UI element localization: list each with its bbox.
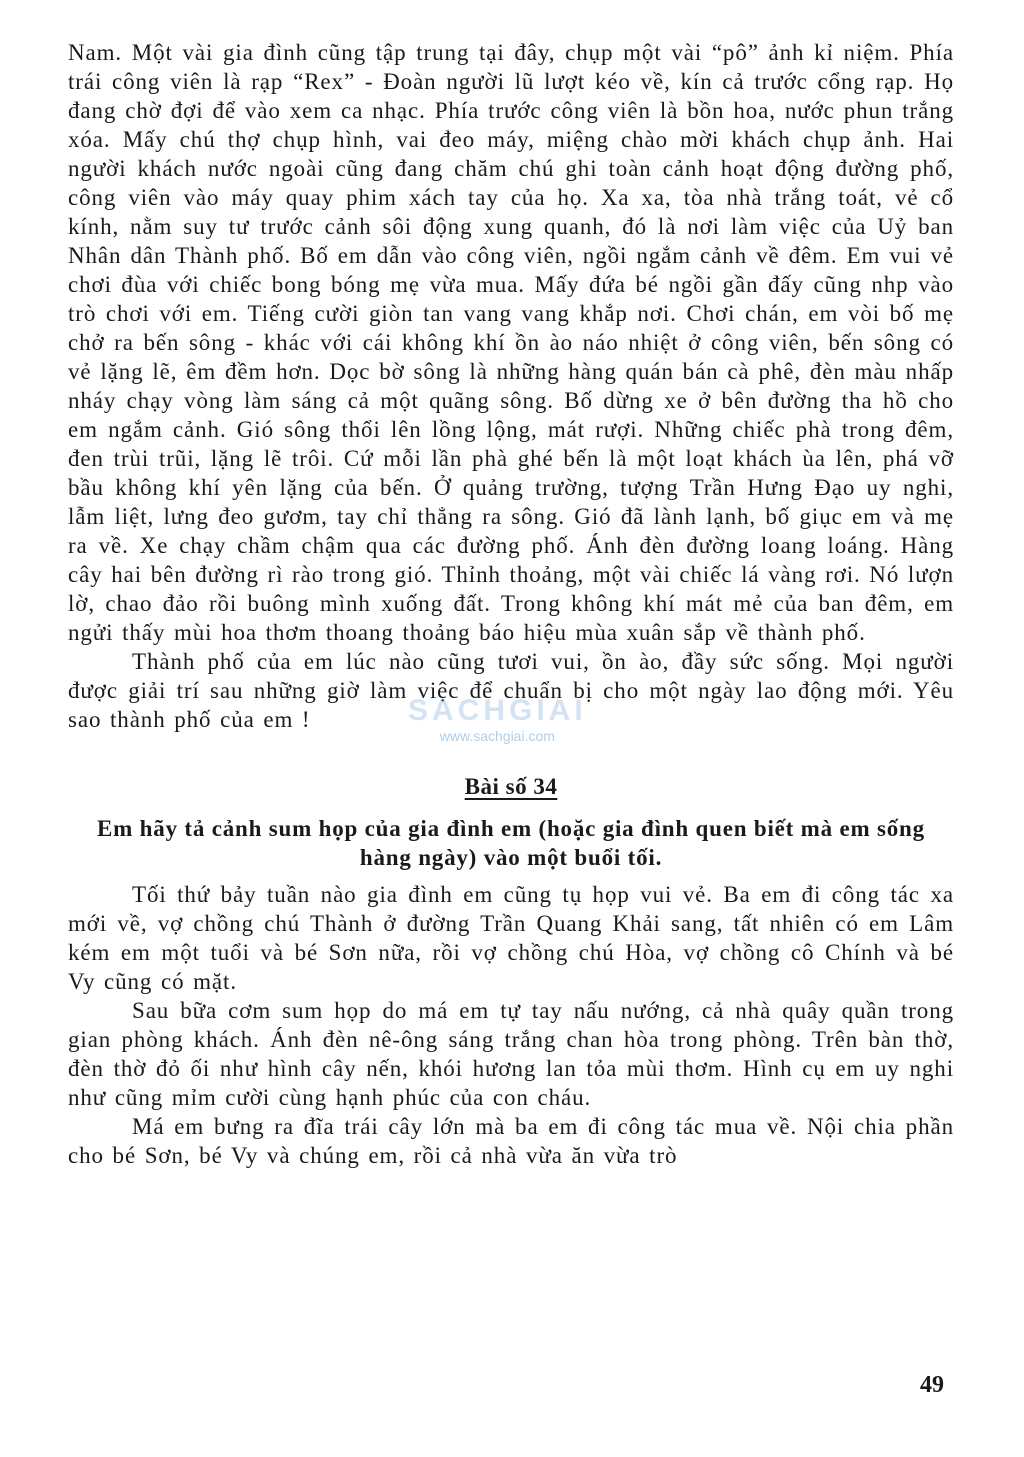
- body-paragraph: Sau bữa cơm sum họp do má em tự tay nấu nướng, cả nhà quây quần trong gian phòng khách. Ánh đèn nê-ông sáng trắng chan hòa trong phòng. Trên bàn thờ, đèn thờ đỏ ối như hình cây nến, khói hương lan tỏa mùi thơm. Hình cụ em uy nghi như cũng mỉm cười cùng hạnh phúc của con cháu.: [68, 998, 954, 1110]
- body-paragraph: Nam. Một vài gia đình cũng tập trung tại đây, chụp một vài “pô” ảnh kỉ niệm. Phía trái công viên là rạp “Rex” - Đoàn người lũ lượt kéo về, kín cả trước cổng rạp. Họ đang chờ đợi để vào xem ca nhạc. Phía trước công viên là bồn hoa, nước phun trắng xóa. Mấy chú thợ chụp hình, vai đeo máy, miệng chào mời khách chụp ảnh. Hai người khách nước ngoài cũng đang chăm chú ghi toàn cảnh hoạt động đường phố, công viên vào máy quay phim xách tay của họ. Xa xa, tòa nhà trắng toát, vẻ cổ kính, nằm suy tư trước cảnh sôi động xung quanh, đó là nơi làm việc của Uỷ ban Nhân dân Thành phố. Bố em dẫn vào công viên, ngồi ngắm cảnh về đêm. Em vui vẻ chơi đùa với chiếc bong bóng mẹ vừa mua. Mấy đứa bé ngồi gần đấy cũng nhp vào trò chơi với em. Tiếng cười giòn tan vang vang khắp nơi. Chơi chán, em vòi bố mẹ chở ra bến sông - khác với cái không khí ồn ào náo nhiệt ở công viên, bến sông có vẻ lặng lẽ, êm đềm hơn. Dọc bờ sông là những hàng quán bán cà phê, đèn màu nhấp nháy chạy vòng làm sáng cả một quãng sông. Bố dừng xe ở bên đường tha hồ cho em ngắm cảnh. Gió sông thổi lên lồng lộng, mát rượi. Những chiếc phà trong đêm, đen trùi trũi, lặng lẽ trôi. Cứ mỗi lần phà ghé bến là một loạt khách ùa lên, phá vỡ bầu không khí yên lặng của bến. Ở quảng trường, tượng Trần Hưng Đạo uy nghi, lẫm liệt, lưng đeo gươm, tay chỉ thẳng ra sông. Gió đã lành lạnh, bố giục em và mẹ ra về. Xe chạy chầm chậm qua các đường phố. Ánh đèn đường loang loáng. Hàng cây hai bên đường rì rào trong gió. Thỉnh thoảng, một vài chiếc lá vàng rơi. Nó lượn lờ, chao đảo rồi buông mình xuống đất. Trong không khí mát mẻ của ban đêm, em ngửi thấy mùi hoa thơm thoang thoảng báo hiệu mùa xuân sắp về thành phố.: [68, 40, 954, 645]
- page-number: 49: [920, 1372, 944, 1398]
- body-paragraph: Tối thứ bảy tuần nào gia đình em cũng tụ họp vui vẻ. Ba em đi công tác xa mới về, vợ chồng chú Thành ở đường Trần Quang Khải sang, tất nhiên có em Lâm kém em một tuổi và bé Sơn nữa, rồi vợ chồng chú Hòa, vợ chồng cô Chính và bé Vy cũng có mặt.: [68, 882, 954, 994]
- page-content: [68, 38, 954, 1170]
- lesson-title: Bài số 34: [464, 774, 558, 799]
- watermark-logo: SACHGIAI: [408, 694, 587, 727]
- body-paragraph: Má em bưng ra đĩa trái cây lớn mà ba em đi công tác mua về. Nội chia phần cho bé Sơn, bé Vy và chúng em, rồi cả nhà vừa ăn vừa trò: [68, 1114, 954, 1168]
- body-paragraph: Thành phố của em lúc nào cũng tươi vui, ồn ào, đầy sức sống. Mọi người được giải trí sau những giờ làm việc để chuẩn bị cho một ngày lao động mới. Yêu sao thành phố của em !: [68, 649, 954, 732]
- watermark-url: www.sachgiai.com: [439, 728, 555, 744]
- lesson-prompt: Em hãy tả cảnh sum họp của gia đình em (hoặc gia đình quen biết mà em sống hàng ngày) vào một buổi tối.: [97, 816, 925, 870]
